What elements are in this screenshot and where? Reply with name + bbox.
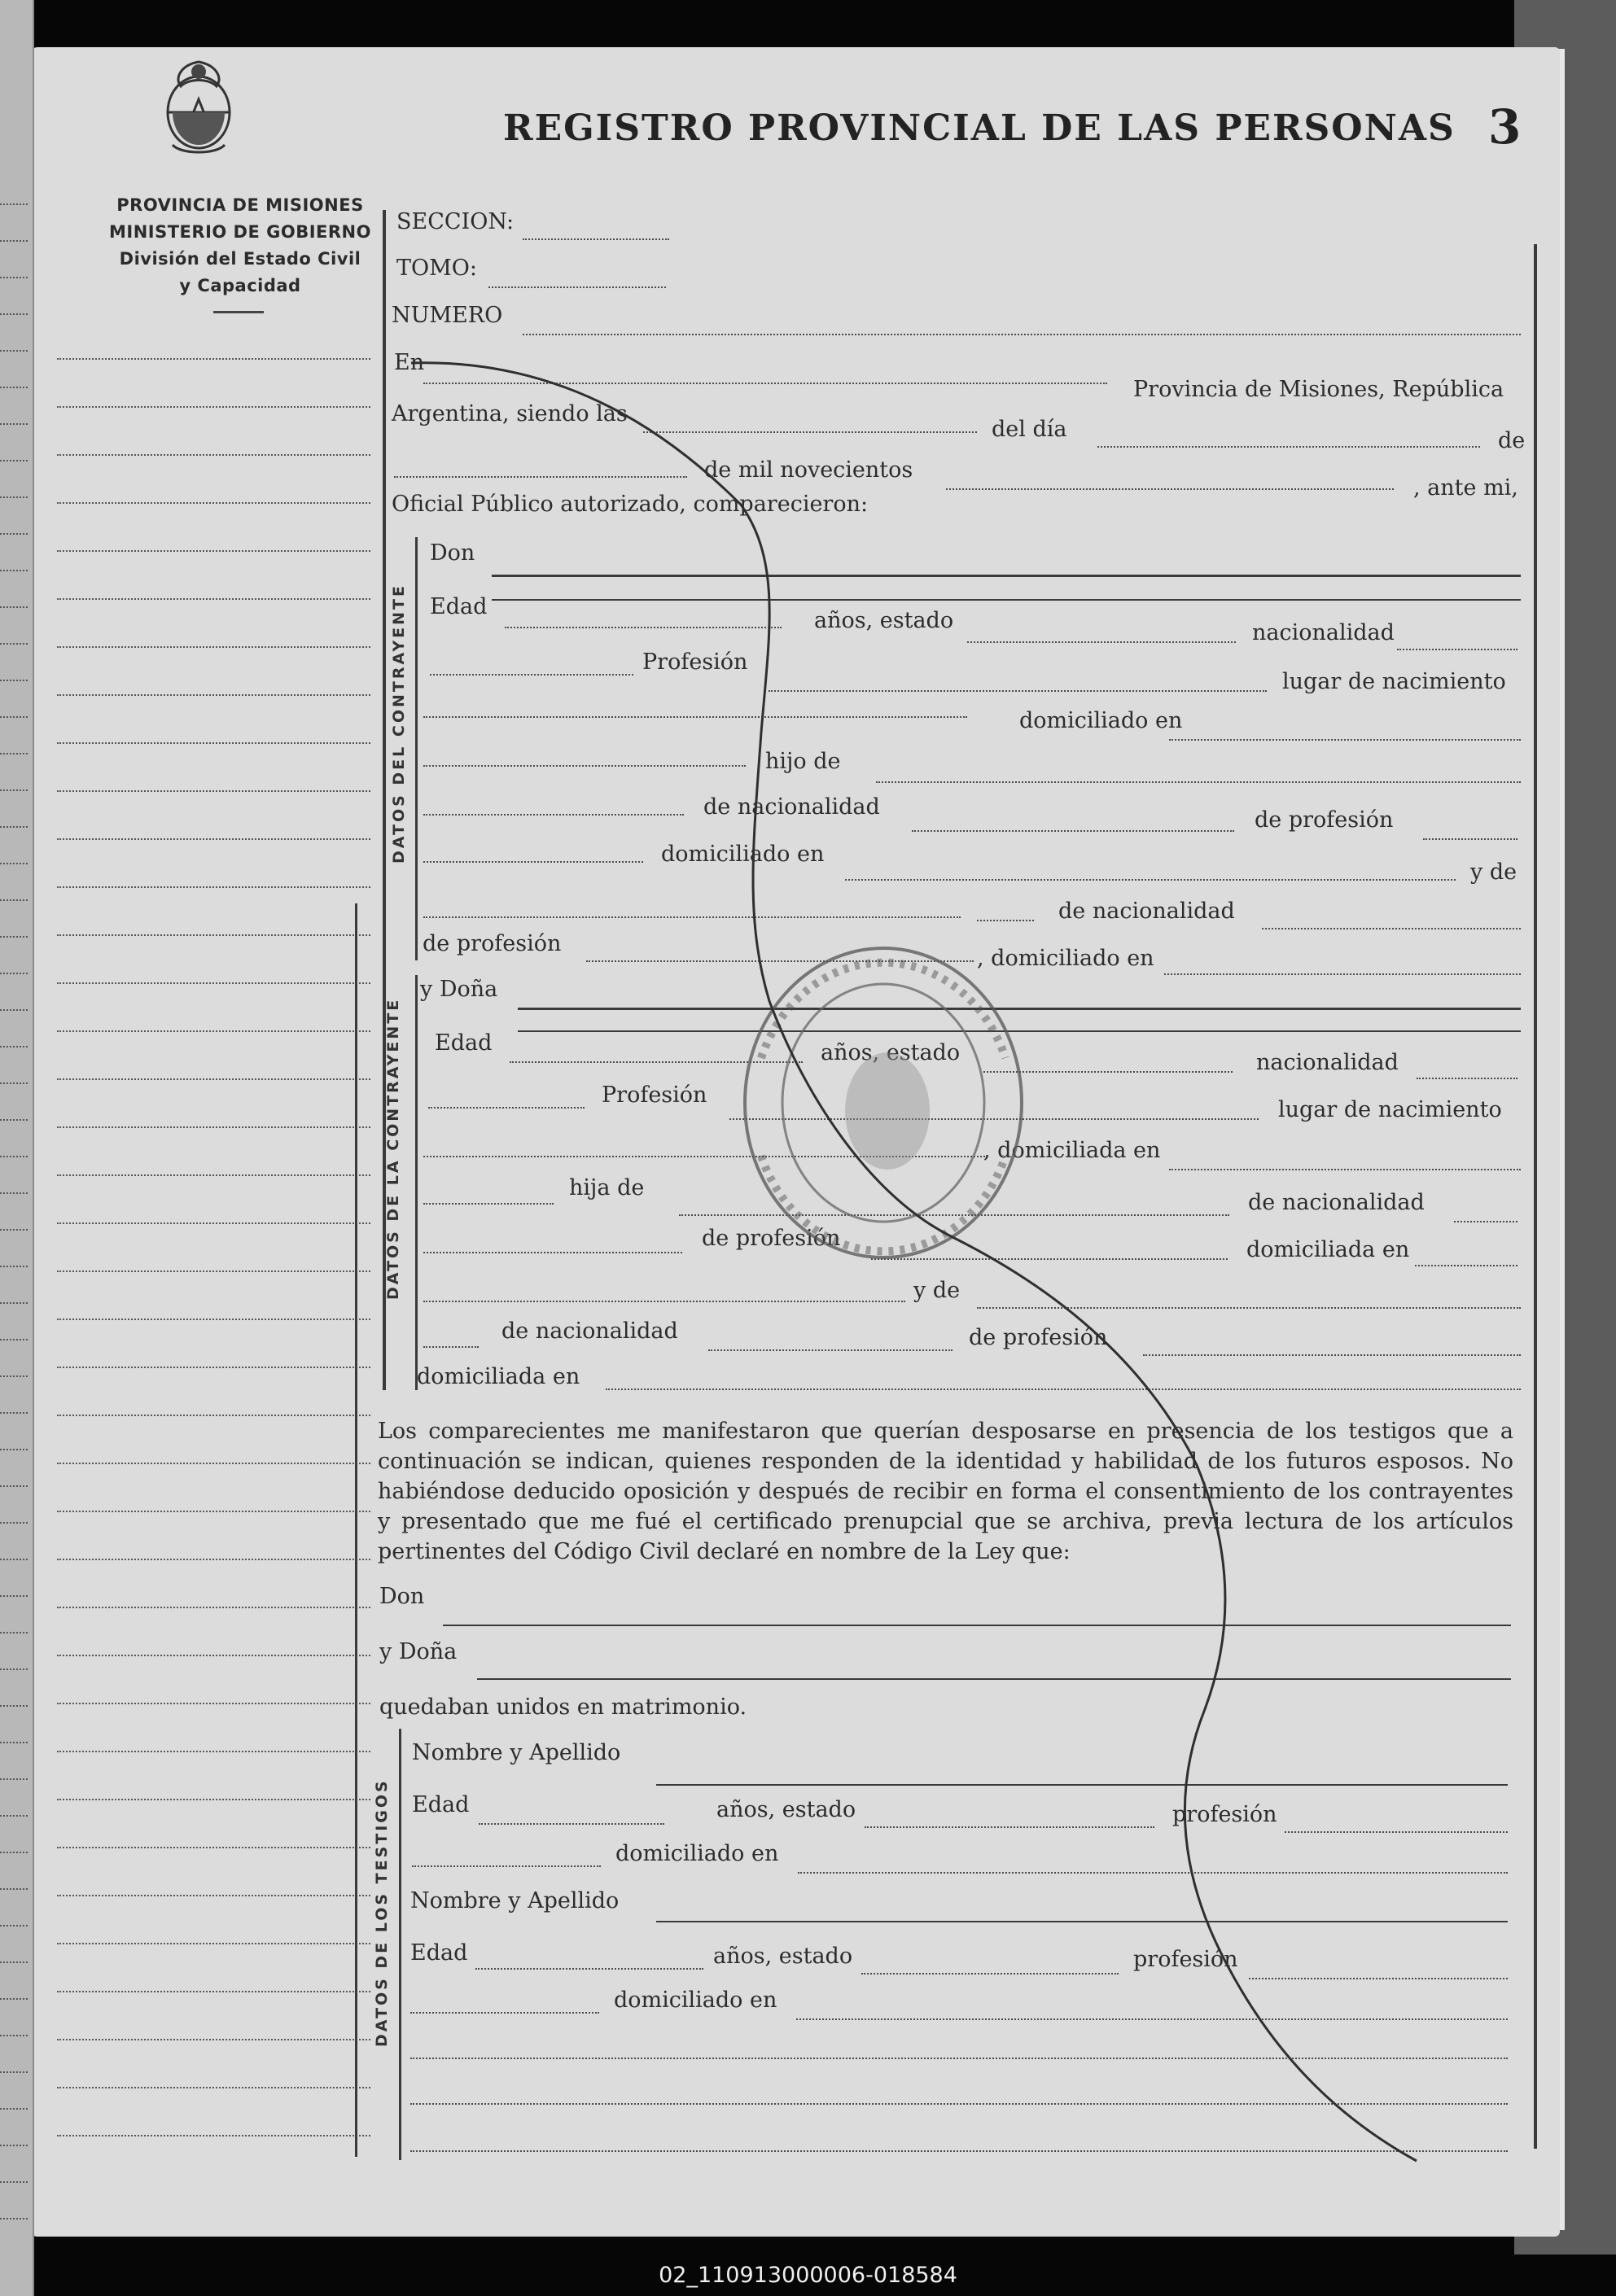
bride-padre-nac-field[interactable] <box>1454 1221 1517 1222</box>
groom-nac-cont-field[interactable] <box>430 674 633 676</box>
margin-ruled-line <box>57 1559 370 1560</box>
margin-ruled-line <box>57 406 370 408</box>
bride-nacionalidad-field[interactable] <box>1417 1078 1517 1079</box>
binding-tick <box>0 1559 28 1560</box>
binding-tick <box>0 2218 28 2219</box>
bride-nac-cont-field[interactable] <box>428 1107 585 1109</box>
testigo1-estado-label: años, estado <box>716 1797 856 1822</box>
margin-ruled-line <box>57 454 370 456</box>
binding-tick <box>0 2035 28 2036</box>
testigo1-nombre-field[interactable] <box>656 1784 1508 1786</box>
madre-nacionalidad-field[interactable] <box>1262 928 1521 929</box>
testigo1-domicilio-label: domiciliado en <box>615 1841 779 1866</box>
binding-tick <box>0 277 28 278</box>
witness-left-rule <box>355 903 357 2157</box>
bride-madre-prof-label: de profesión <box>969 1325 1108 1350</box>
padre-domicilio-field[interactable] <box>845 879 1456 881</box>
hijo-de-label: hijo de <box>765 749 841 774</box>
unidos-label: quedaban unidos en matrimonio. <box>379 1695 747 1720</box>
argentina-label: Argentina, siendo las <box>392 401 628 426</box>
binding-tick <box>0 1888 28 1890</box>
testigo1-estado-field[interactable] <box>865 1826 1154 1828</box>
testigo1-nombre-label: Nombre y Apellido <box>412 1740 621 1765</box>
bride-padre-dom-field[interactable] <box>1415 1265 1517 1266</box>
groom-domicilio-field[interactable] <box>1169 739 1521 741</box>
margin-ruled-line <box>57 502 370 504</box>
decl-dona-label: y Doña <box>379 1639 458 1664</box>
binding-tick <box>0 1632 28 1633</box>
binding-tick <box>0 1998 28 2000</box>
office-province: PROVINCIA DE MISIONES <box>116 195 364 215</box>
groom-edad-label: Edad <box>430 594 488 619</box>
tomo-label: TOMO: <box>396 256 478 281</box>
bride-section-label: DATOS DE LA CONTRAYENTE <box>384 997 402 1300</box>
bride-profesion-label: Profesión <box>602 1082 707 1108</box>
binding-tick <box>0 1705 28 1707</box>
madre-domicilio-field[interactable] <box>1164 973 1521 975</box>
binding-tick <box>0 2181 28 2183</box>
testigo2-estado-label: años, estado <box>713 1944 853 1969</box>
binding-tick <box>0 1009 28 1011</box>
margin-ruled-line <box>57 1415 370 1416</box>
groom-estado-field[interactable] <box>967 641 1236 643</box>
padre-profesion-field[interactable] <box>1423 838 1517 840</box>
binding-tick <box>0 1815 28 1817</box>
groom-profesion-label: Profesión <box>642 649 748 675</box>
bride-name-field[interactable] <box>518 1008 1521 1010</box>
binding-tick <box>0 1742 28 1743</box>
groom-lugar-label: lugar de nacimiento <box>1282 669 1506 694</box>
tomo-field[interactable] <box>488 286 666 288</box>
madre-profesion-label: de profesión <box>423 931 562 956</box>
binding-tick <box>0 1595 28 1597</box>
groom-edad-field[interactable] <box>505 627 782 628</box>
office-division-2: y Capacidad <box>179 276 301 295</box>
bride-madre-field-2[interactable] <box>977 1307 1521 1309</box>
binding-tick <box>0 1339 28 1340</box>
binding-tick <box>0 1925 28 1926</box>
margin-ruled-line <box>57 1511 370 1512</box>
bride-madre-nac-field[interactable] <box>708 1349 953 1351</box>
binding-tick <box>0 240 28 242</box>
binding-tick <box>0 789 28 791</box>
binding-tick <box>0 1229 28 1231</box>
testigo2-edad-label: Edad <box>410 1940 468 1966</box>
bride-nacionalidad-label: nacionalidad <box>1256 1050 1399 1075</box>
binding-tick <box>0 936 28 938</box>
groom-name-field[interactable] <box>492 575 1521 577</box>
form-right-rule <box>1534 244 1537 2149</box>
padre-nacionalidad-label: de nacionalidad <box>703 794 880 820</box>
margin-ruled-line <box>57 1799 370 1800</box>
groom-name-underline <box>492 599 1521 601</box>
margin-ruled-line <box>57 838 370 840</box>
margin-ruled-line <box>57 886 370 888</box>
margin-ruled-line <box>57 646 370 648</box>
bride-padre-nac-label: de nacionalidad <box>1248 1190 1425 1215</box>
binding-tick <box>0 1852 28 1853</box>
testigo1-edad-label: Edad <box>412 1792 470 1817</box>
testigo2-nombre-field[interactable] <box>656 1921 1508 1922</box>
margin-ruled-line <box>57 2087 370 2088</box>
margin-ruled-line <box>57 1078 370 1080</box>
binding-tick <box>0 496 28 498</box>
bride-padre-prof-field[interactable] <box>871 1258 1228 1260</box>
bride-madre-prof-field[interactable] <box>1143 1354 1521 1356</box>
dia-field[interactable] <box>1097 446 1480 448</box>
ante-mi-label: , ante mi, <box>1413 475 1518 501</box>
national-emblem-icon <box>156 54 241 158</box>
margin-ruled-line <box>57 1222 370 1224</box>
oficial-label: Oficial Público autorizado, comparecieron: <box>392 492 869 517</box>
margin-ruled-line <box>57 1607 370 1608</box>
decl-dona-field[interactable] <box>477 1678 1511 1680</box>
testigo1-profesion-field[interactable] <box>1285 1831 1508 1833</box>
document-id: 02_110913000006-018584 <box>659 2263 957 2288</box>
bride-domicilio-cont[interactable] <box>423 1203 554 1205</box>
binding-tick <box>0 899 28 901</box>
testigo2-estado-field[interactable] <box>861 1973 1119 1975</box>
binding-tick <box>0 1046 28 1047</box>
margin-ruled-line <box>57 694 370 696</box>
binding-tick <box>0 203 28 205</box>
binding-tick <box>0 387 28 388</box>
margin-ruled-line <box>57 1463 370 1464</box>
testigo-extra-3[interactable] <box>410 2150 1508 2152</box>
margin-ruled-line <box>57 790 370 792</box>
testigo-extra-2[interactable] <box>410 2103 1508 2105</box>
groom-section-label: DATOS DEL CONTRAYENTE <box>390 584 408 864</box>
groom-lugar-field[interactable] <box>423 716 967 718</box>
bride-lugar-label: lugar de nacimiento <box>1278 1097 1502 1122</box>
margin-ruled-line <box>57 1943 370 1944</box>
testigo1-profesion-label: profesión <box>1172 1802 1277 1827</box>
binding-tick <box>0 606 28 608</box>
groom-bracket <box>415 537 418 960</box>
bride-madre-dom-field[interactable] <box>606 1389 1521 1390</box>
hija-de-label: hija de <box>569 1175 645 1200</box>
binding-strip <box>0 0 34 2296</box>
bride-madre-nac-label: de nacionalidad <box>501 1319 678 1344</box>
margin-ruled-line <box>57 1991 370 1992</box>
margin-ruled-line <box>57 1703 370 1704</box>
testigo1-prof-cont[interactable] <box>412 1865 601 1867</box>
testigo1-edad-field[interactable] <box>479 1823 664 1825</box>
bride-madre-field[interactable] <box>423 1301 905 1302</box>
witness-section-label: DATOS DE LOS TESTIGOS <box>373 1778 391 2047</box>
binding-tick <box>0 1485 28 1487</box>
binding-tick <box>0 2108 28 2110</box>
office-division: División del Estado Civil <box>119 249 361 269</box>
binding-tick <box>0 1156 28 1157</box>
margin-ruled-line <box>57 1174 370 1176</box>
binding-tick <box>0 350 28 352</box>
binding-tick <box>0 2071 28 2073</box>
binding-tick <box>0 826 28 828</box>
issuing-office <box>94 192 387 300</box>
binding-tick <box>0 863 28 864</box>
testigo2-domicilio-label: domiciliado en <box>614 1988 777 2013</box>
groom-domicilio-label: domiciliado en <box>1019 708 1183 733</box>
decl-don-label: Don <box>379 1584 425 1609</box>
margin-ruled-line <box>57 1655 370 1656</box>
binding-tick <box>0 1302 28 1304</box>
bride-edad-field[interactable] <box>510 1061 803 1063</box>
bride-estado-field[interactable] <box>983 1071 1233 1073</box>
seccion-field[interactable] <box>523 238 669 240</box>
page-title: REGISTRO PROVINCIAL DE LAS PERSONAS <box>503 107 1456 149</box>
margin-ruled-line <box>57 2135 370 2136</box>
seccion-label: SECCION: <box>396 209 515 234</box>
binding-tick <box>0 2145 28 2146</box>
de-label: de <box>1498 428 1526 453</box>
en-label: En <box>394 350 425 375</box>
bride-padre-field[interactable] <box>679 1214 1229 1216</box>
register-page <box>29 47 1560 2237</box>
margin-ruled-line <box>57 742 370 744</box>
madre-profesion-field[interactable] <box>586 960 974 962</box>
bride-madre-dom-label: domiciliada en <box>417 1364 580 1389</box>
del-dia-label: del día <box>992 417 1067 442</box>
bride-y-de-label: y de <box>913 1278 961 1303</box>
padre-field[interactable] <box>876 781 1521 783</box>
bride-profesion-field[interactable] <box>729 1118 1259 1120</box>
bride-lugar-field[interactable] <box>423 1156 985 1157</box>
binding-tick <box>0 1961 28 1963</box>
binding-tick <box>0 973 28 974</box>
testigo2-prof-cont[interactable] <box>410 2012 599 2014</box>
margin-ruled-line <box>57 1751 370 1752</box>
madre-nacionalidad-label: de nacionalidad <box>1058 899 1235 924</box>
margin-ruled-line <box>57 550 370 552</box>
y-dona-label: y Doña <box>420 977 498 1002</box>
testigo2-profesion-label: profesión <box>1133 1947 1238 1972</box>
lugar-field[interactable] <box>423 383 1107 384</box>
bride-padre-nac-cont[interactable] <box>423 1252 682 1253</box>
binding-tick <box>0 1266 28 1267</box>
margin-ruled-line <box>57 982 370 984</box>
page-number: 3 <box>1488 99 1522 155</box>
binding-tick <box>0 716 28 718</box>
binding-tick <box>0 1119 28 1121</box>
bride-padre-dom-label: domiciliada en <box>1246 1237 1410 1262</box>
binding-tick <box>0 313 28 315</box>
binding-tick <box>0 570 28 571</box>
binding-tick <box>0 753 28 754</box>
bride-estado-label: años, estado <box>821 1040 961 1065</box>
padre-profesion-label: de profesión <box>1255 807 1394 833</box>
testigo-extra-1[interactable] <box>410 2058 1508 2059</box>
witness-bracket <box>399 1729 401 2160</box>
binding-tick <box>0 533 28 535</box>
binding-tick <box>0 1449 28 1450</box>
bride-edad-label: Edad <box>435 1030 493 1056</box>
binding-tick <box>0 1522 28 1524</box>
testigo2-edad-field[interactable] <box>475 1968 703 1970</box>
margin-ruled-line <box>57 1319 370 1320</box>
margin-ruled-line <box>57 1030 370 1032</box>
margin-ruled-line <box>57 1367 370 1368</box>
margin-ruled-line <box>57 598 370 600</box>
de-mil-label: de mil novecientos <box>704 457 913 483</box>
madre-field[interactable] <box>423 916 961 918</box>
bride-domicilio-field[interactable] <box>1169 1169 1521 1170</box>
don-label: Don <box>430 540 475 566</box>
declaration-paragraph: Los comparecientes me manifestaron que querían desposarse en presencia de los testigos que a continuación se indican, quienes responden de la identidad y habilidad de los futuros esposos. No habiéndose deducido oposición y después de recibir en forma el consentimiento de los contrayentes y presentado que me fué el certificado prenupcial que se archiva, previa lectura de los artículos pertinentes del Código Civil declaré en nombre de la Ley que: <box>378 1419 1513 1564</box>
margin-ruled-line <box>57 1270 370 1272</box>
office-underline <box>213 311 264 313</box>
binding-tick <box>0 460 28 461</box>
numero-label: NUMERO <box>392 303 503 328</box>
testigo1-domicilio-field[interactable] <box>798 1872 1508 1874</box>
margin-ruled-line <box>57 934 370 936</box>
margin-ruled-line <box>57 1126 370 1128</box>
bride-domicilio-label: , domiciliada en <box>983 1138 1161 1163</box>
binding-tick <box>0 1668 28 1670</box>
groom-domicilio-cont[interactable] <box>423 765 746 767</box>
padre-prof-cont[interactable] <box>423 861 643 863</box>
padre-nacionalidad-field[interactable] <box>912 830 1234 832</box>
margin-ruled-line <box>57 358 370 360</box>
padre-domicilio-label: domiciliado en <box>661 842 825 867</box>
binding-tick <box>0 1412 28 1414</box>
binding-tick <box>0 680 28 681</box>
groom-nacionalidad-label: nacionalidad <box>1252 620 1395 645</box>
decl-don-field[interactable] <box>443 1625 1511 1626</box>
y-de-label: y de <box>1470 859 1517 885</box>
madre-domicilio-label: , domiciliado en <box>977 946 1154 971</box>
bride-name-underline <box>518 1030 1521 1032</box>
margin-ruled-line <box>57 1895 370 1896</box>
bride-padre-prof-label: de profesión <box>702 1226 841 1251</box>
hora-field[interactable] <box>643 431 977 433</box>
madre-field-2[interactable] <box>977 920 1034 921</box>
margin-ruled-line <box>57 2039 370 2040</box>
testigo2-profesion-field[interactable] <box>1249 1978 1508 1979</box>
padre-cont-field[interactable] <box>423 814 684 816</box>
office-ministry: MINISTERIO DE GOBIERNO <box>109 222 371 242</box>
testigo2-domicilio-field[interactable] <box>796 2018 1508 2020</box>
groom-nacionalidad-field[interactable] <box>1397 649 1517 650</box>
binding-tick <box>0 1778 28 1780</box>
testigo2-nombre-label: Nombre y Apellido <box>410 1888 620 1913</box>
numero-field[interactable] <box>523 334 1521 335</box>
binding-tick <box>0 423 28 425</box>
binding-tick <box>0 1192 28 1194</box>
groom-estado-label: años, estado <box>814 608 954 633</box>
anio-field[interactable] <box>946 488 1394 490</box>
bride-bracket <box>415 975 418 1390</box>
margin-ruled-line <box>57 1847 370 1848</box>
bride-madre-cont[interactable] <box>423 1346 479 1348</box>
binding-tick <box>0 1375 28 1377</box>
mes-field[interactable] <box>394 476 687 478</box>
binding-tick <box>0 1082 28 1084</box>
groom-profesion-field[interactable] <box>769 690 1267 692</box>
binding-tick <box>0 643 28 645</box>
provincia-label: Provincia de Misiones, República <box>1133 377 1504 402</box>
